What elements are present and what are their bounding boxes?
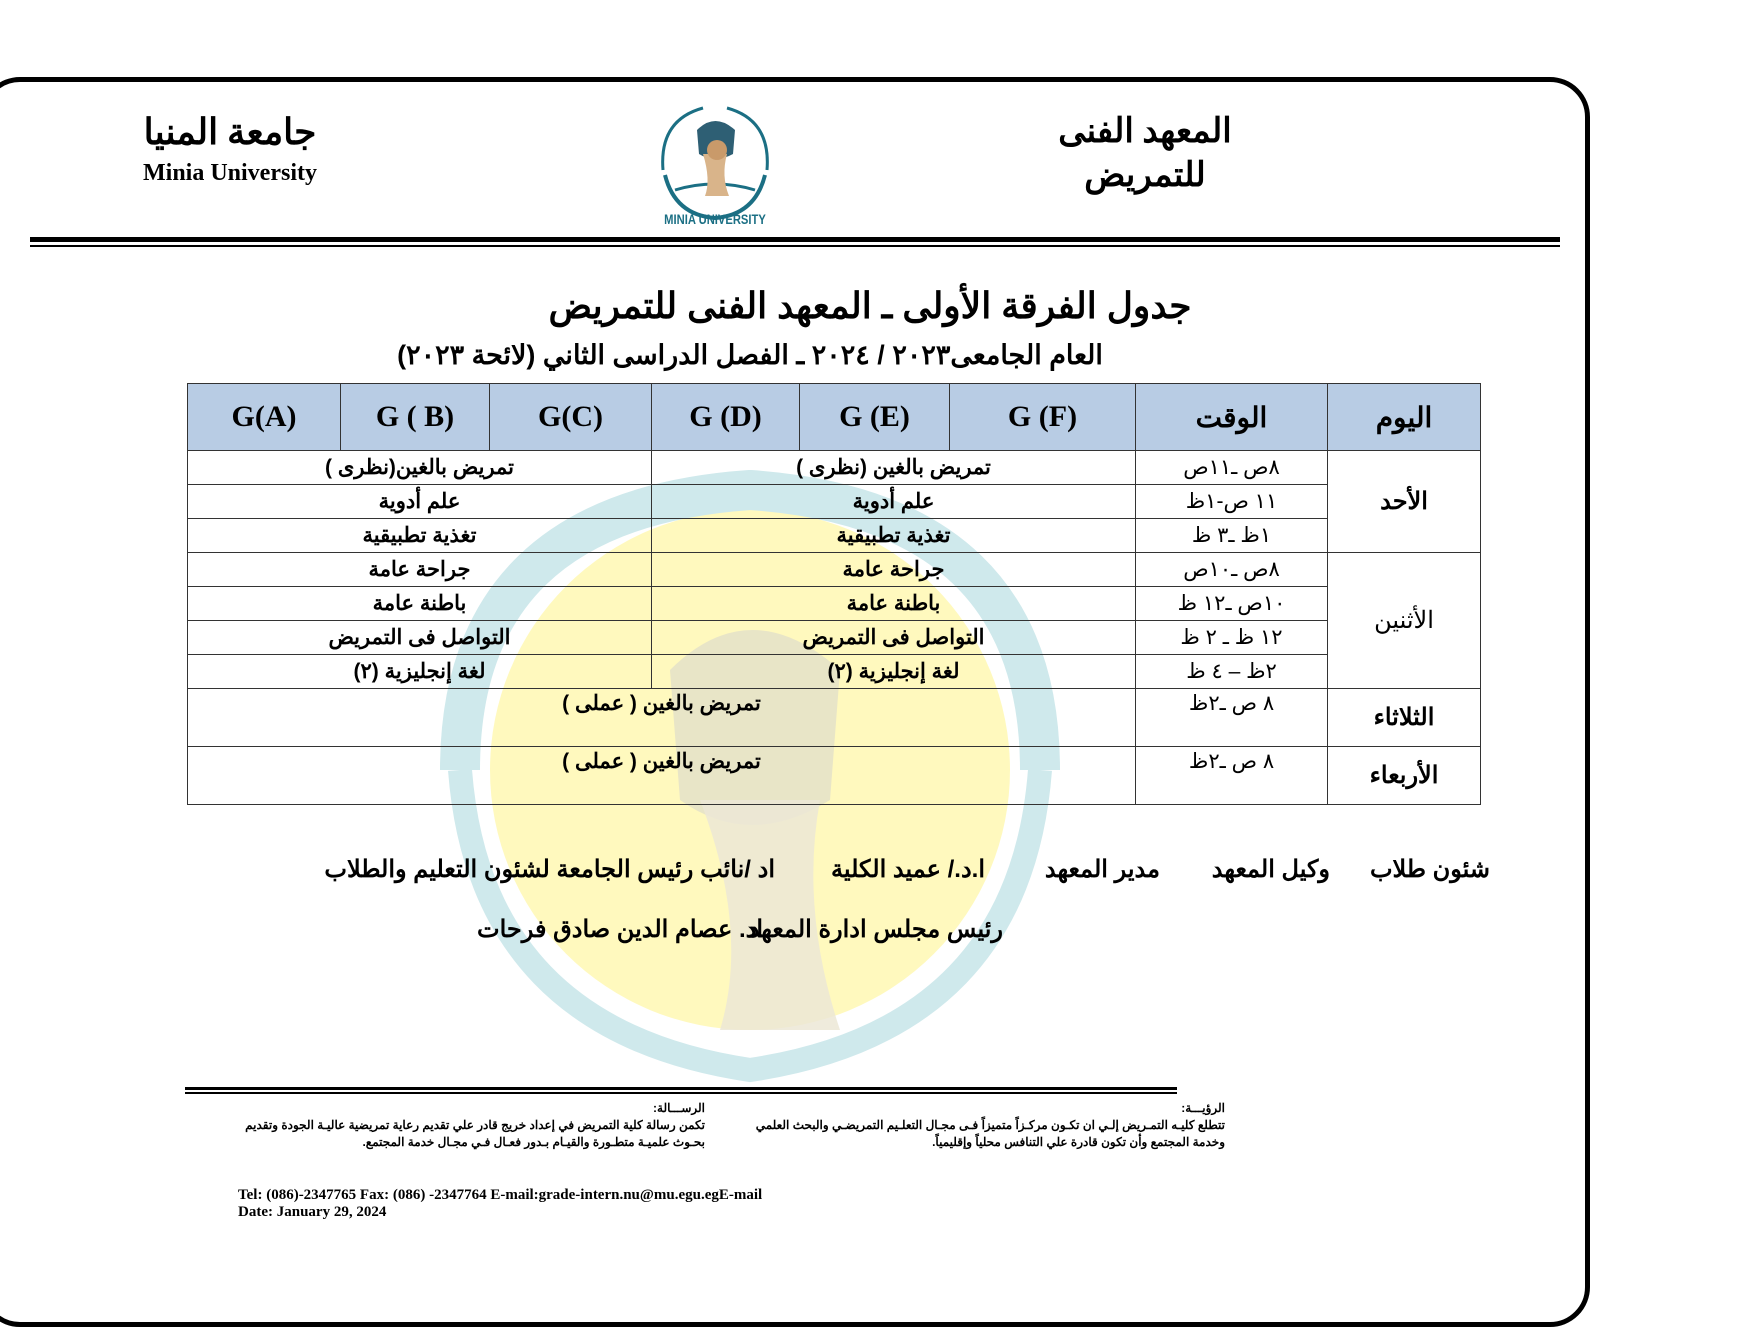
institute-name [1010,110,1280,198]
page-title: جدول الفرقة الأولى ـ المعهد الفنى للتمريض [548,285,1192,326]
time-cell: ٢ظ – ٤ ظ [1136,655,1328,689]
table-row [188,553,1481,587]
footer-divider-thin [185,1092,1177,1094]
institute-name-line2: للتمريض [1084,157,1206,194]
header-divider [30,237,1560,242]
col-header-group-b: G ( B) [341,384,490,451]
time-cell: ٨ ص ـ٢ظ [1136,689,1328,747]
table-row [188,621,1481,655]
university-name [100,112,360,187]
table-row [188,655,1481,689]
table-row [188,485,1481,519]
university-name-en: Minia University [143,160,317,186]
time-cell: ١١ ص-١ظ [1136,485,1328,519]
time-cell: ١٠ص ـ١٢ ظ [1136,587,1328,621]
logo-caption: MINIA UNIVERSITY [664,211,766,227]
subject-cell-abc: التواصل فى التمريض [188,621,652,655]
table-header-row [188,384,1481,451]
date-line: Date: January 29, 2024 [238,1204,387,1220]
subject-cell-abc: باطنة عامة [188,587,652,621]
subject-cell-abc: علم أدوية [188,485,652,519]
subject-cell-def: لغة إنجليزية (٢) [652,655,1136,689]
subject-cell-abc: تمريض بالغين(نظرى ) [188,451,652,485]
time-cell: ١ظ ـ٣ ظ [1136,519,1328,553]
signature-dean: ا.د./ عميد الكلية [830,856,985,883]
table-row [188,519,1481,553]
table-row [188,689,1481,747]
contact-line: Tel: (086)-2347765 Fax: (086) -2347764 E-mail:grade-intern.nu@mu.egu.egE-mail [238,1187,763,1203]
contact-block [238,1187,762,1221]
schedule-table [187,383,1481,805]
subject-cell-def: جراحة عامة [652,553,1136,587]
subject-cell-def: علم أدوية [652,485,1136,519]
subject-cell-def: باطنة عامة [652,587,1136,621]
vision-title: الرؤيـــة: [1181,1101,1225,1115]
table-row [188,587,1481,621]
table-row [188,451,1481,485]
time-cell: ١٢ ظ ـ ٢ ظ [1136,621,1328,655]
day-cell: الأربعاء [1328,747,1481,805]
signature-student-affairs: شئون طلاب [1369,856,1490,883]
subject-cell-all: تمريض بالغين ( عملى ) [188,689,1136,747]
mission-title: الرســـالة: [653,1101,705,1115]
vision-text: تتطلع كليـه التمـريض إلـي ان تكـون مركـزاً متميزاً فـى مجـال التعلـيم التمريضـي والبحث العلمي وخدمة المجتمع وأن تكون قادرة علي التنافس محلياً وإقليمياً. [755,1118,1225,1149]
time-cell: ٨ص ـ١١ص [1136,451,1328,485]
signature-board-chairman: رئيس مجلس ادارة المعهد [748,916,1003,943]
subject-cell-abc: لغة إنجليزية (٢) [188,655,652,689]
day-cell: الثلاثاء [1328,689,1481,747]
subject-cell-def: تغذية تطبيقية [652,519,1136,553]
col-header-group-f: G (F) [950,384,1136,451]
time-cell: ٨ص ـ١٠ص [1136,553,1328,587]
subject-cell-abc: تغذية تطبيقية [188,519,652,553]
signature-vice-president: اد /نائب رئيس الجامعة لشئون التعليم والطلاب [324,856,775,883]
subject-cell-def: تمريض بالغين (نظرى ) [652,451,1136,485]
day-cell: الأثنين [1328,553,1481,689]
university-name-ar: جامعة المنيا [143,112,317,152]
col-header-group-d: G (D) [652,384,800,451]
signature-chairman-name: اد. عصام الدين صادق فرحات [477,916,763,943]
col-header-group-a: G(A) [188,384,341,451]
header-divider-thin [30,245,1560,247]
vision-block [730,1100,1225,1151]
subject-cell-abc: جراحة عامة [188,553,652,587]
institute-name-line1: المعهد الفنى [1058,113,1232,150]
mission-text: تكمن رسالة كلية التمريض في إعداد خريج قادر علي تقديم رعاية تمريضية عاليـة الجودة وتقديم بحـوث علميـة متطـورة والقيـام بـدور فعـال فـي مجـال خدمة المجتمع. [245,1118,705,1149]
footer-divider [185,1087,1177,1090]
table-row [188,747,1481,805]
day-cell: الأحد [1328,451,1481,553]
page-subtitle: العام الجامعى٢٠٢٣ / ٢٠٢٤ ـ الفصل الدراسى الثاني (لائحة ٢٠٢٣) [397,340,1103,370]
time-cell: ٨ ص ـ٢ظ [1136,747,1328,805]
subject-cell-all: تمريض بالغين ( عملى ) [188,747,1136,805]
col-header-time: الوقت [1136,384,1328,451]
col-header-group-c: G(C) [490,384,652,451]
mission-block [235,1100,705,1151]
signature-vice-dean: وكيل المعهد [1211,856,1330,883]
signature-institute-director: مدير المعهد [1044,856,1160,883]
subject-cell-def: التواصل فى التمريض [652,621,1136,655]
col-header-group-e: G (E) [800,384,950,451]
university-logo-icon [645,90,785,230]
col-header-day: اليوم [1328,384,1481,451]
